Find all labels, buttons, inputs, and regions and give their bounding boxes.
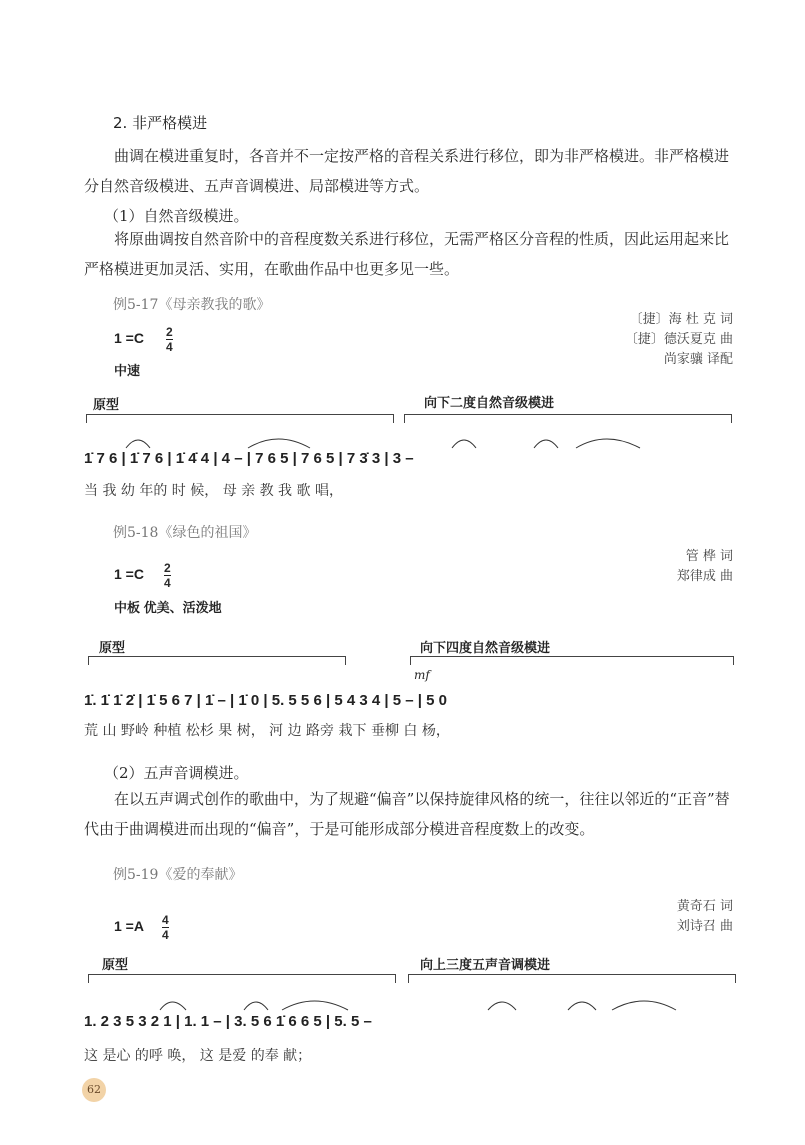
bracket-sequence	[410, 656, 734, 665]
bracket-sequence	[404, 414, 732, 423]
tempo-marking: 中速	[114, 363, 141, 378]
credit-translator: 尚家骧 译配	[663, 352, 733, 367]
lyrics-line: 这 是心 的呼 唤， 这 是爱 的奉 献；	[84, 1048, 312, 1064]
label-sequence: 向上三度五声音调模进	[420, 957, 551, 972]
time-signature: 2 4	[166, 325, 173, 354]
label-sequence: 向下四度自然音级模进	[420, 640, 551, 655]
example-5-17-title: 例5-17《母亲教我的歌》	[113, 297, 271, 313]
notation-line: 1̇. 1̇ 1̇ 2̇ | 1̇ 5 6 7 | 1̇ – | 1̇ 0 | 5. 5 5 6 | 5 4 3 4 | 5 – | 5 0	[84, 692, 447, 709]
example-5-19-title: 例5-19《爱的奉献》	[113, 867, 243, 883]
label-prototype: 原型	[93, 397, 120, 412]
dynamic-mf: mf	[414, 668, 430, 682]
example-5-19-credits	[677, 897, 733, 937]
lyrics-line: 荒 山 野岭 种植 松杉 果 树， 河 边 路旁 栽下 垂柳 白 杨，	[84, 723, 450, 739]
paragraph-2: 将原曲调按自然音阶中的音程度数关系进行移位，无需严格区分音程的性质，因此运用起来比严格模进更加灵活、实用，在歌曲作品中也更多见一些。	[84, 230, 730, 278]
tempo-marking: 中板 优美、活泼地	[114, 600, 222, 615]
credit-composer: 郑律成 曲	[676, 569, 733, 584]
time-signature: 4 4	[162, 913, 169, 942]
notation-line: 1̇ 7 6 | 1̇ 7 6 | 1̇ 4̇ 4 | 4 – | 7 6 5 | 7 6 5 | 7 3̇ 3 | 3 –	[84, 450, 414, 467]
time-signature: 2 4	[164, 561, 171, 590]
bracket-sequence	[408, 974, 736, 983]
paragraph-1: 曲调在模进重复时，各音并不一定按严格的音程关系进行移位，即为非严格模进。非严格模进分自然音级模进、五声音调模进、局部模进等方式。	[84, 147, 730, 195]
example-5-18-title: 例5-18《绿色的祖国》	[113, 525, 257, 541]
credit-composer: 〔捷〕德沃夏克 曲	[624, 332, 733, 347]
example-5-18-credits	[677, 547, 733, 587]
lyrics-line: 当 我 幼 年的 时 候， 母 亲 教 我 歌 唱，	[84, 483, 343, 499]
example-5-17-credits	[625, 310, 733, 370]
bracket-prototype	[86, 414, 394, 423]
label-prototype: 原型	[102, 957, 129, 972]
bracket-prototype	[88, 974, 396, 983]
key-signature: 1 =C	[114, 330, 144, 346]
label-prototype: 原型	[99, 640, 126, 655]
item-1-heading: （1）自然音级模进。	[104, 207, 249, 225]
item-2-heading: （2）五声音调模进。	[104, 764, 249, 782]
credit-lyricist: 黄奇石 词	[676, 899, 733, 914]
key-signature: 1 =C	[114, 566, 144, 582]
credit-composer: 刘诗召 曲	[676, 919, 733, 934]
label-sequence: 向下二度自然音级模进	[424, 395, 555, 410]
credit-lyricist: 〔捷〕海 杜 克 词	[629, 312, 733, 327]
paragraph-3: 在以五声调式创作的歌曲中，为了规避“偏音”以保持旋律风格的统一，往往以邻近的“正音”替代由于曲调模进而出现的“偏音”，于是可能形成部分模进音程度数上的改变。	[84, 790, 730, 838]
bracket-prototype	[88, 656, 346, 665]
key-signature: 1 =A	[114, 918, 144, 934]
page-number: 62	[82, 1078, 106, 1102]
section-heading: 2. 非严格模进	[113, 114, 208, 132]
notation-line: 1. 2 3 5 3 2 1 | 1. 1 – | 3. 5 6 1̇ 6 6 5 | 5. 5 –	[84, 1013, 372, 1030]
credit-lyricist: 管 桦 词	[685, 549, 733, 564]
